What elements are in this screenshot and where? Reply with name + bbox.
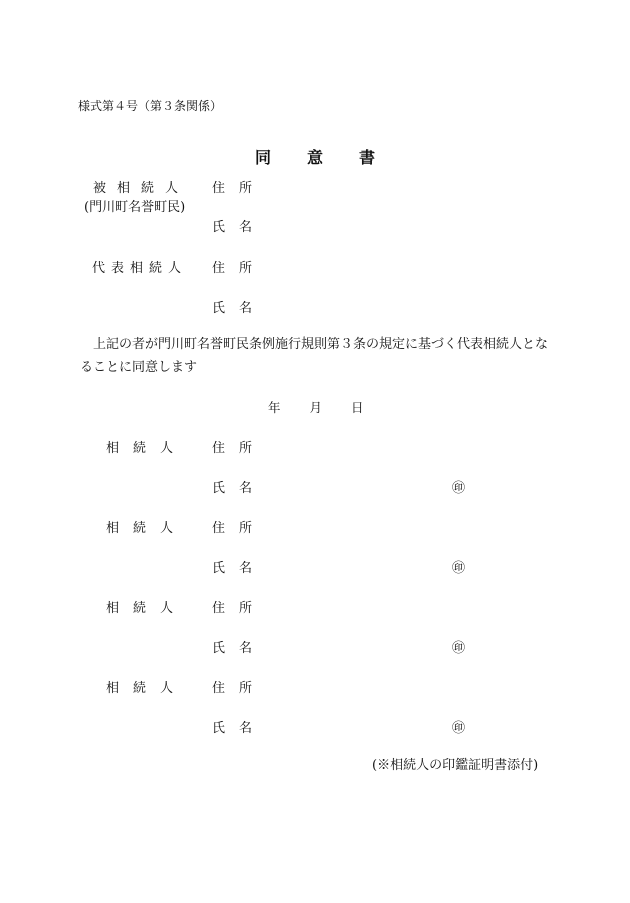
footnote: (※相続人の印鑑証明書添付) — [372, 758, 539, 773]
heir-address-label: 住所 — [212, 601, 267, 616]
heir-name-label: 氏名 — [212, 481, 267, 496]
decedent-name-label: 氏名 — [212, 220, 267, 235]
heir-label: 相続人 — [106, 681, 188, 696]
decedent-label: 被相続人 — [93, 181, 190, 196]
representative-label: 代表相続人 — [92, 261, 188, 276]
representative-address-label: 住所 — [212, 261, 267, 276]
consent-text: 上記の者が門川町名誉町民条例施行規則第３条の規定に基づく代表相続人となることに同意します — [80, 337, 549, 375]
representative-name-label: 氏名 — [212, 301, 267, 316]
heir-address-label: 住所 — [212, 521, 267, 536]
heir-label: 相続人 — [106, 601, 188, 616]
heir-address-label: 住所 — [212, 441, 267, 456]
date-line — [268, 398, 364, 416]
seal-mark: ㊞ — [452, 721, 466, 736]
heir-name-label: 氏名 — [212, 561, 267, 576]
heir-label: 相続人 — [106, 521, 188, 536]
document-title: 同意書 — [254, 148, 411, 167]
decedent-sub-label: (門川町名誉町民) — [84, 200, 186, 215]
date-year-label: 年 — [268, 400, 281, 415]
date-month-label: 月 — [309, 400, 323, 415]
heir-name-label: 氏名 — [212, 641, 267, 656]
decedent-address-label: 住所 — [212, 181, 267, 196]
heir-address-label: 住所 — [212, 681, 267, 696]
seal-mark: ㊞ — [452, 561, 466, 576]
form-number: 様式第４号（第３条関係） — [78, 99, 223, 113]
seal-mark: ㊞ — [452, 481, 466, 496]
date-day-label: 日 — [351, 400, 364, 415]
heir-name-label: 氏名 — [212, 721, 267, 736]
seal-mark: ㊞ — [452, 641, 466, 656]
heir-label: 相続人 — [106, 441, 188, 456]
